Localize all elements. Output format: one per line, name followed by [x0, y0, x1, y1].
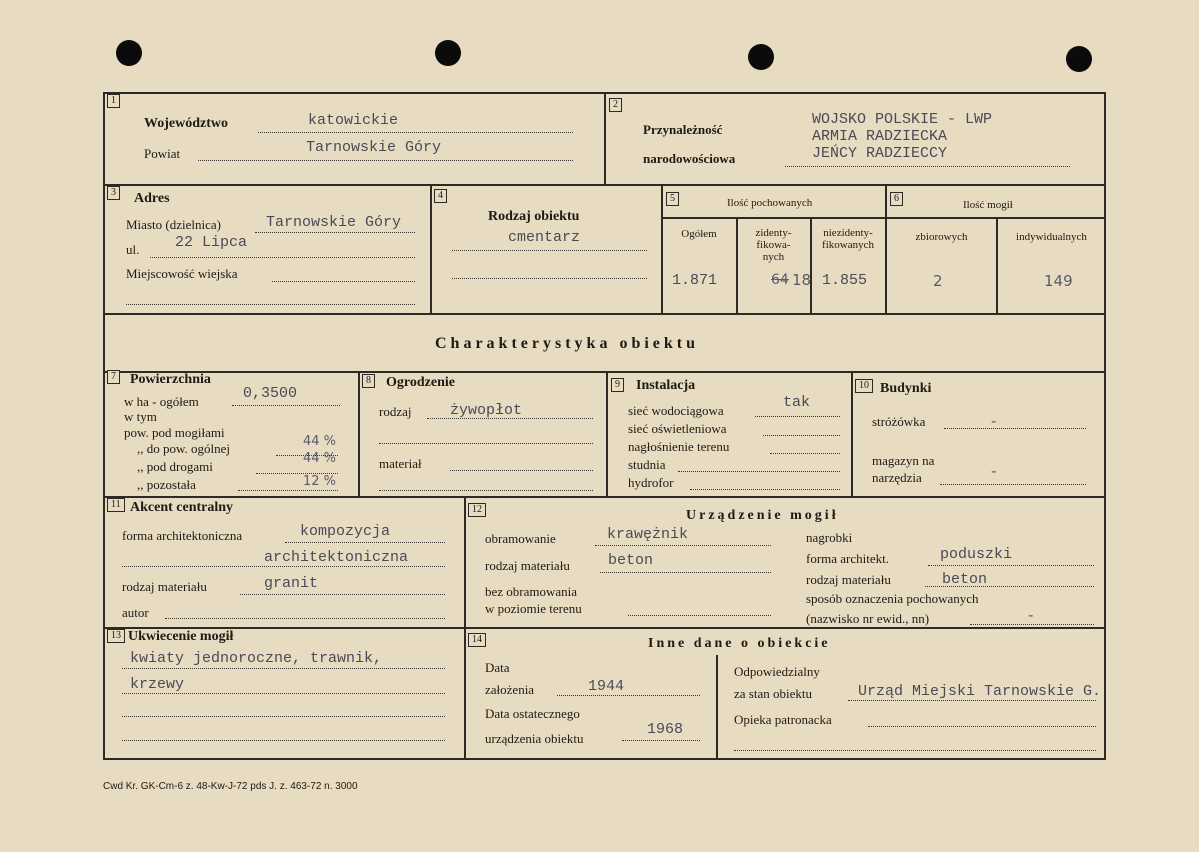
section-number: 7	[107, 370, 120, 384]
fence-material-label: materiał	[379, 456, 422, 471]
nationality-label-2: narodowościowa	[643, 151, 736, 166]
lodge-value: -	[991, 412, 997, 430]
fill-line	[944, 428, 1086, 429]
col-unidentified: niezidenty- fikowanych	[822, 227, 874, 251]
fill-line	[240, 594, 445, 595]
fill-line	[198, 160, 573, 161]
section-number: 13	[107, 629, 125, 643]
col-identified: zidenty- fikowa- nych	[755, 227, 792, 263]
tomb-material-label: rodzaj materiału	[806, 572, 891, 587]
nationality-line-1: WOJSKO POLSKIE - LWP	[812, 111, 993, 128]
voivodeship-value: katowickie	[308, 112, 399, 129]
installation-title: Instalacja	[636, 378, 696, 393]
form-footer: Cwd Kr. GK-Cm-6 z. 48-Kw-J-72 pds J. z. 463-72 n. 3000	[103, 781, 358, 792]
divider	[885, 184, 887, 313]
section-number: 10	[855, 379, 873, 393]
fill-line	[452, 278, 647, 279]
divider	[661, 184, 663, 313]
central-accent-title: Akcent centralny	[130, 500, 234, 515]
individual-graves: 149	[1044, 272, 1073, 290]
fill-line	[600, 572, 771, 573]
col-individual: indywidualnych	[1016, 231, 1087, 243]
fence-type-value: żywopłot	[450, 402, 523, 419]
marking-label: sposób oznaczenia pochowanych	[806, 591, 979, 606]
fill-line	[122, 740, 445, 741]
section-number: 6	[890, 192, 903, 206]
section-number: 3	[107, 186, 120, 200]
hydrofor-label: hydrofor	[628, 475, 674, 490]
fill-line	[258, 132, 573, 133]
completed-label-2: urządzenia obiektu	[485, 731, 584, 746]
fill-line	[255, 232, 415, 233]
fill-line	[452, 250, 647, 251]
divider	[716, 655, 718, 760]
fill-line	[628, 615, 771, 616]
responsible-label-2: za stan obiektu	[734, 686, 812, 701]
fill-line	[122, 716, 445, 717]
section-number: 9	[611, 378, 624, 392]
area-share-value: 44 %	[303, 434, 337, 449]
area-total-value: 0,3500	[243, 385, 298, 402]
area-graves-label: pow. pod mogiłami	[124, 425, 225, 440]
graves-count-title: Ilość mogił	[963, 199, 1013, 211]
marking-label-2: (nazwisko nr ewid., nn)	[806, 611, 930, 626]
collective-graves: 2	[933, 272, 943, 290]
fill-line	[970, 624, 1094, 625]
city-value: Tarnowskie Góry	[266, 214, 402, 231]
divider	[103, 371, 1106, 373]
city-label: Miasto (dzielnica)	[126, 217, 221, 232]
arch-form-value: kompozycja	[300, 523, 391, 540]
lodge-label: stróżówka	[872, 414, 926, 429]
area-other-value: 12 %	[303, 474, 337, 489]
section-number: 8	[362, 374, 375, 388]
section-number: 5	[666, 192, 679, 206]
accent-material-value: granit	[264, 575, 319, 592]
nationality-label: Przynależność	[643, 122, 723, 137]
village-label: Miejscowość wiejska	[126, 266, 238, 281]
nationality-line-3: JEŃCY RADZIECCY	[812, 145, 948, 162]
flowers-line-2: krzewy	[130, 676, 185, 693]
fill-line	[379, 443, 593, 444]
address-title: Adres	[134, 191, 170, 206]
well-label: studnia	[628, 457, 666, 472]
founded-value: 1944	[588, 678, 625, 695]
fill-line	[122, 668, 445, 669]
lighting-label: sieć oświetleniowa	[628, 421, 727, 436]
unidentified-buried: 1.855	[822, 272, 868, 289]
punch-hole	[435, 40, 461, 66]
tomb-material-value: beton	[942, 571, 988, 588]
area-roads-value: 44 %	[303, 451, 337, 466]
fill-line	[595, 545, 771, 546]
buried-count-title: Ilość pochowanych	[727, 197, 813, 209]
fill-line	[678, 471, 840, 472]
fill-line	[427, 418, 593, 419]
total-buried: 1.871	[672, 272, 718, 289]
fill-line	[272, 281, 415, 282]
identified-struck: 64	[771, 272, 789, 288]
other-data-title: Inne dane o obiekcie	[648, 636, 831, 651]
fill-line	[940, 484, 1086, 485]
divider	[103, 313, 1106, 315]
fill-line	[379, 490, 593, 491]
punch-hole	[748, 44, 774, 70]
storage-label: magazyn na	[872, 453, 935, 468]
flowers-title: Ukwiecenie mogił	[128, 629, 234, 644]
divider	[103, 627, 1106, 629]
flowers-line-1: kwiaty jednoroczne, trawnik,	[130, 650, 383, 667]
area-title: Powierzchnia	[130, 372, 211, 387]
fill-line	[755, 416, 840, 417]
border-material-label: rodzaj materiału	[485, 558, 570, 573]
tombstones-label: nagrobki	[806, 530, 853, 545]
fill-line	[238, 490, 338, 491]
section-number: 11	[107, 498, 125, 512]
characteristics-title: Charakterystyka obiektu	[435, 335, 700, 352]
fill-line	[928, 565, 1094, 566]
fill-line	[770, 453, 840, 454]
fill-line	[232, 405, 340, 406]
fill-line	[848, 700, 1096, 701]
divider	[103, 496, 1106, 498]
storage-label-2: narzędzia	[872, 470, 922, 485]
border-value: krawężnik	[607, 526, 689, 543]
sound-label: nagłośnienie terenu	[628, 439, 730, 454]
county-label: Powiat	[144, 146, 181, 161]
section-number: 14	[468, 633, 486, 647]
founded-label-2: założenia	[485, 682, 535, 697]
section-number: 12	[468, 503, 486, 517]
fence-type-label: rodzaj	[379, 404, 412, 419]
border-material-value: beton	[608, 552, 654, 569]
area-total-label: w ha - ogółem	[124, 394, 199, 409]
col-collective: zbiorowych	[915, 231, 968, 243]
identified-buried: 18	[792, 271, 812, 289]
water-value: tak	[783, 394, 811, 411]
responsible-value: Urząd Miejski Tarnowskie G.	[858, 683, 1102, 700]
fill-line	[285, 542, 445, 543]
section-number: 2	[609, 98, 622, 112]
completed-label: Data ostatecznego	[485, 706, 580, 721]
divider	[103, 184, 1106, 186]
fill-line	[622, 740, 700, 741]
no-border-label: bez obramowania	[485, 584, 578, 599]
area-of-which-label: w tym	[124, 409, 157, 424]
fill-line	[925, 586, 1094, 587]
section-number: 4	[434, 189, 447, 203]
fill-line	[690, 489, 840, 490]
area-roads-label: ,, pod drogami	[137, 459, 213, 474]
nationality-line-2: ARMIA RADZIECKA	[812, 128, 948, 145]
fill-line	[763, 435, 840, 436]
graves-layout-title: Urządzenie mogił	[686, 508, 839, 523]
fill-line	[165, 618, 445, 619]
responsible-label: Odpowiedzialny	[734, 664, 820, 679]
divider	[464, 496, 466, 760]
fill-line	[122, 566, 445, 567]
tomb-form-label: forma architekt.	[806, 551, 890, 566]
author-label: autor	[122, 605, 149, 620]
tomb-form-value: poduszki	[940, 546, 1013, 563]
area-other-label: ,, pozostała	[137, 477, 196, 492]
street-label: ul.	[126, 242, 140, 257]
divider	[661, 217, 1106, 219]
marking-value: -	[1028, 606, 1034, 624]
completed-value: 1968	[647, 721, 684, 738]
punch-hole	[1066, 46, 1092, 72]
fill-line	[126, 304, 415, 305]
divider	[430, 184, 432, 313]
fill-line	[785, 166, 1070, 167]
fill-line	[450, 470, 593, 471]
object-type-value: cmentarz	[508, 229, 581, 246]
accent-material-label: rodzaj materiału	[122, 579, 207, 594]
patronage-label: Opieka patronacka	[734, 712, 832, 727]
county-value: Tarnowskie Góry	[306, 139, 442, 156]
fill-line	[122, 693, 445, 694]
water-label: sieć wodociągowa	[628, 403, 724, 418]
no-border-label-2: w poziomie terenu	[485, 601, 582, 616]
founded-label: Data	[485, 660, 510, 675]
divider	[851, 371, 853, 496]
fill-line	[150, 257, 415, 258]
fill-line	[868, 726, 1096, 727]
arch-form-value-2: architektoniczna	[264, 549, 409, 566]
divider	[604, 92, 606, 184]
divider	[606, 371, 608, 496]
street-value: 22 Lipca	[175, 234, 248, 251]
arch-form-label: forma architektoniczna	[122, 528, 243, 543]
border-label: obramowanie	[485, 531, 556, 546]
punch-hole	[116, 40, 142, 66]
object-type-title: Rodzaj obiektu	[488, 209, 580, 224]
fill-line	[557, 695, 700, 696]
fill-line	[734, 750, 1096, 751]
fence-title: Ogrodzenie	[386, 375, 455, 390]
col-total: Ogółem	[681, 228, 717, 240]
divider	[358, 371, 360, 496]
storage-value: -	[991, 462, 997, 480]
area-share-label: ,, do pow. ogólnej	[137, 441, 231, 456]
section-number: 1	[107, 94, 120, 108]
voivodeship-label: Województwo	[144, 116, 228, 131]
buildings-title: Budynki	[880, 381, 932, 396]
